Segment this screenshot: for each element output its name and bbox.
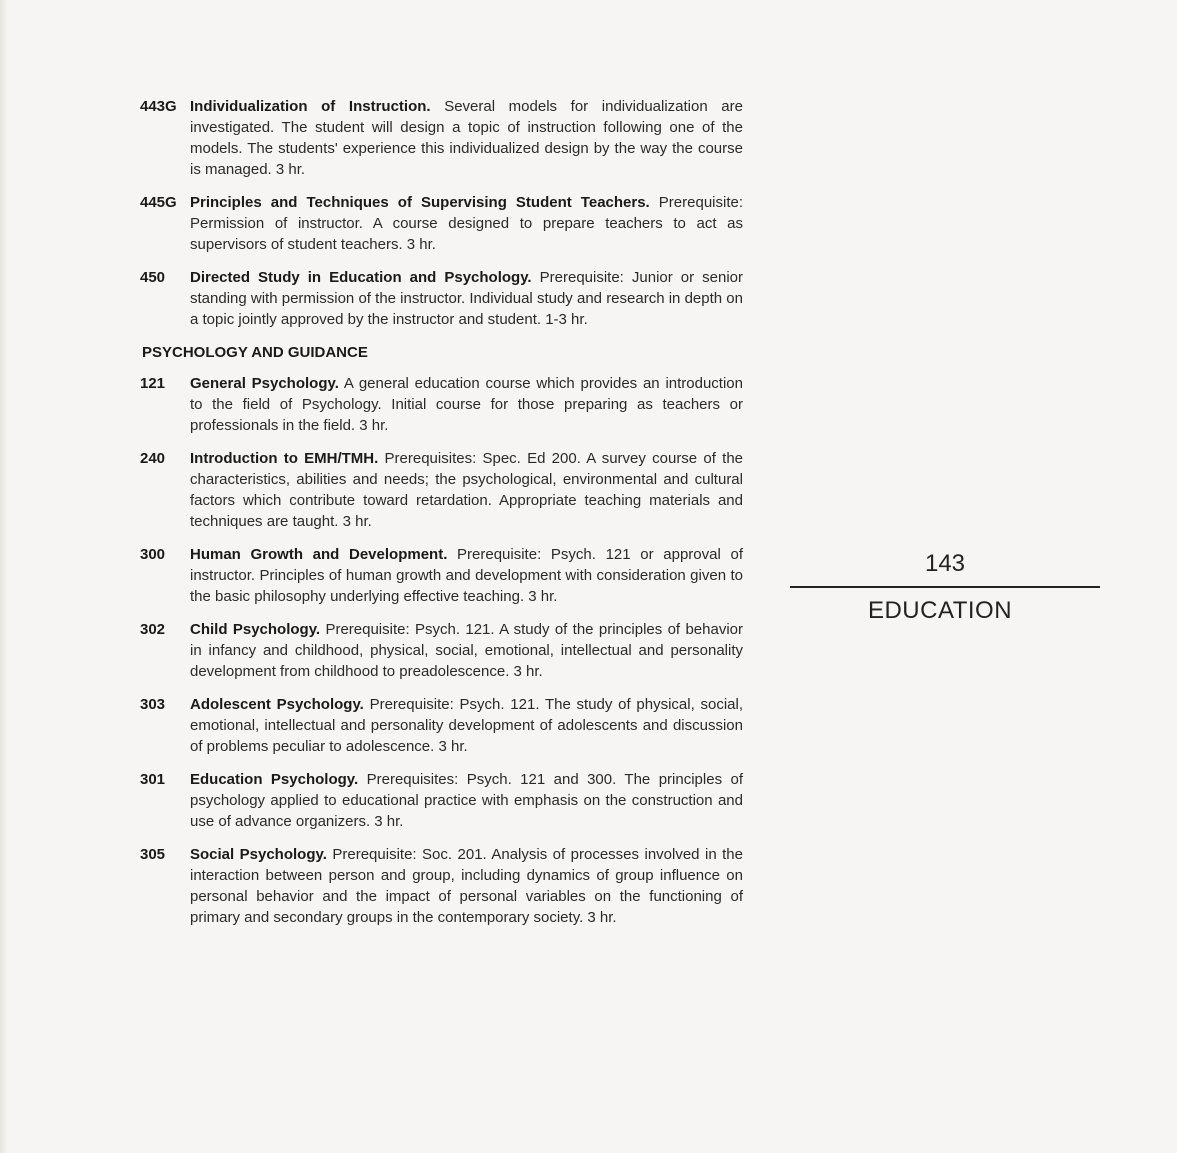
course-description-block <box>190 769 743 832</box>
course-listing <box>140 96 743 940</box>
page-number: 143 <box>924 550 966 577</box>
section-heading: PSYCHOLOGY AND GUIDANCE <box>142 344 368 361</box>
page-sidebar <box>790 548 1100 626</box>
course-number: 301 <box>140 771 166 788</box>
course-entry <box>140 96 743 180</box>
course-description: A general education course which provides an introduction to the field of Psychology. Initial course for those preparing as teachers or professionals in the field. 3 hr. <box>190 375 743 434</box>
course-title: Human Growth and Development. <box>190 546 448 563</box>
course-number: 305 <box>140 846 166 863</box>
course-description-block <box>190 267 743 330</box>
course-title: Introduction to EMH/TMH. <box>190 450 379 467</box>
course-entry <box>140 373 743 436</box>
course-title: Education Psychology. <box>190 771 359 788</box>
course-entry <box>140 448 743 532</box>
course-title: Principles and Techniques of Supervising Student Teachers. <box>190 194 650 211</box>
section-name: EDUCATION <box>867 597 1013 624</box>
course-entry <box>140 694 743 757</box>
course-description-block <box>190 544 743 607</box>
course-title: General Psychology. <box>190 375 339 392</box>
course-description-block <box>190 694 743 757</box>
divider-rule <box>790 586 1100 588</box>
course-description: Prerequisite: Psych. 121. A study of the principles of behavior in infancy and childhood, physical, social, emotional, intellectual and personality development from childhood to preadolescence. 3 hr. <box>190 621 743 680</box>
course-description-block <box>190 844 743 928</box>
course-number: 443G <box>140 98 177 115</box>
course-number: 300 <box>140 546 166 563</box>
course-title: Directed Study in Education and Psychology. <box>190 269 532 286</box>
course-description: Prerequisites: Spec. Ed 200. A survey course of the characteristics, abilities and needs; the psychological, environmental and cultural factors which contribute toward retardation. Appropriate teaching materials and techniques are taught. 3 hr. <box>190 450 743 530</box>
course-description: Prerequisite: Psych. 121. The study of physical, social, emotional, intellectual and personality development of adolescents and discussion of problems peculiar to adolescence. 3 hr. <box>190 696 743 755</box>
course-description: Prerequisite: Soc. 201. Analysis of processes involved in the interaction between person and group, including dynamics of group influence on personal behavior and the impact of personal variables on the functioning of primary and secondary groups in the contemporary society. 3 hr. <box>190 846 743 926</box>
page-edge-shadow <box>0 0 8 1153</box>
course-entry <box>140 844 743 928</box>
course-entry <box>140 769 743 832</box>
course-title: Adolescent Psychology. <box>190 696 364 713</box>
course-number: 121 <box>140 375 166 392</box>
course-description-block <box>190 448 743 532</box>
course-entry <box>140 192 743 255</box>
course-description: Prerequisites: Psych. 121 and 300. The principles of psychology applied to educational practice with emphasis on the construction and use of advance organizers. 3 hr. <box>190 771 743 830</box>
course-title: Child Psychology. <box>190 621 321 638</box>
course-description-block <box>190 619 743 682</box>
course-description-block <box>190 373 743 436</box>
course-description-block <box>190 192 743 255</box>
course-description: Prerequisite: Psych. 121 or approval of instructor. Principles of human growth and development with consideration given to the basic philosophy underlying effective teaching. 3 hr. <box>190 546 743 605</box>
course-number: 450 <box>140 269 166 286</box>
course-number: 303 <box>140 696 166 713</box>
course-entry <box>140 267 743 330</box>
course-description: Prerequisite: Permission of instructor. A course designed to prepare teachers to act as supervisors of student teachers. 3 hr. <box>190 194 744 253</box>
course-description-block <box>190 96 743 180</box>
course-entry <box>140 619 743 682</box>
course-description: Several models for individualization are investigated. The student will design a topic of instruction following one of the models. The students' experience this individualized design by the way the course is managed. 3 hr. <box>190 98 743 178</box>
course-number: 302 <box>140 621 166 638</box>
course-description: Prerequisite: Junior or senior standing with permission of the instructor. Individual study and research in depth on a topic jointly approved by the instructor and student. 1-3 hr. <box>190 269 743 328</box>
course-title: Individualization of Instruction. <box>190 98 431 115</box>
course-number: 240 <box>140 450 166 467</box>
course-number: 445G <box>140 194 177 211</box>
course-title: Social Psychology. <box>190 846 327 863</box>
course-entry <box>140 544 743 607</box>
